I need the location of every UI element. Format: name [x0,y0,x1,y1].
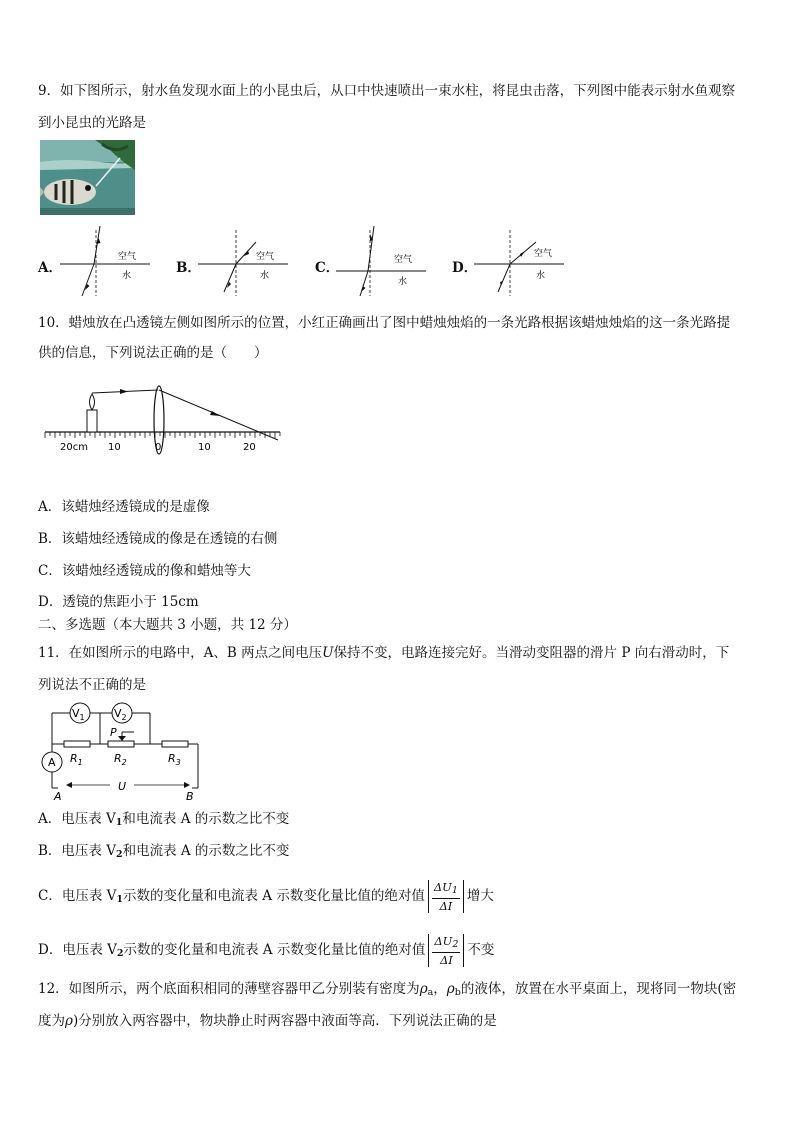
r3-label: $R_3$ [168,752,181,767]
ammeter-label: A [48,756,56,769]
q9-option-c-label[interactable]: C． [315,260,340,276]
ruler-label-20cm-left: 20cm [60,442,88,453]
q11-circuit-diagram [38,700,208,802]
node-a-label: A [54,790,62,802]
q9a-air-label: 空气 [118,252,137,262]
slider-p-label: P [110,726,117,739]
ruler-label-20-right: 20 [243,442,256,453]
q11-stem-line1: 11．在如图所示的电路中，A、B 两点之间电压U保持不变，电路连接完好。当滑动变阻器的滑片 P 向右滑动时，下 [38,645,730,661]
q11-option-c[interactable]: C．电压表 $V_1$示数的变化量和电流表 A 示数变化量比值的绝对值 $\frac{\Delta U_1}{\Delta I}$ 增大 [38,880,494,913]
q10-stem-line1: 10．蜡烛放在凸透镜左侧如图所示的位置，小红正确画出了图中蜡烛烛焰的一条光路根据该蜡烛烛焰的这一条光路提 [38,315,731,331]
q9-option-b-label[interactable]: B． [176,260,201,276]
section-heading-multiple-choice: 二、多选题（本大题共 3 小题，共 12 分） [38,617,297,633]
q9-option-b-diagram [198,226,288,298]
q9-stem-line1: 9．如下图所示，射水鱼发现水面上的小昆虫后，从口中快速喷出一束水柱，将昆虫击落，下列图中能表示射水鱼观察 [38,83,736,99]
q11-stem-line2: 列说法不正确的是 [38,677,146,693]
q9d-water-label: 水 [536,271,546,281]
q12-stem-line1: 12．如图所示，两个底面积相同的薄壁容器甲乙分别装有密度为$\rho_a$，$\rho_b$的液体，放置在水平桌面上，现将同一物块(密 [38,981,737,998]
lens-ruler-diagram [40,380,290,460]
q9b-air-label: 空气 [256,252,275,262]
q10-option-a[interactable]: A．该蜡烛经透镜成的是虚像 [38,499,210,515]
q11-d-fraction: $\frac{\Delta U_2}{\Delta I}$ [428,934,464,967]
q9c-air-label: 空气 [394,255,413,265]
q9-option-d-label[interactable]: D． [452,260,478,276]
voltmeter-v2-label: $V_2$ [114,707,127,722]
q11-option-d[interactable]: D．电压表 $V_2$示数的变化量和电流表 A 示数变化量比值的绝对值 $\frac{\Delta U_2}{\Delta I}$ 不变 [38,934,495,967]
q10-option-c[interactable]: C．该蜡烛经透镜成的像和蜡烛等大 [38,563,251,579]
q9-stem-line2: 到小昆虫的光路是 [38,115,146,131]
q9-option-c-diagram [336,226,426,298]
q9-option-d-diagram [474,226,564,298]
archerfish-photo [40,140,135,215]
q9d-air-label: 空气 [534,249,553,259]
ruler-label-0: 0 [155,442,162,453]
voltage-u-label: U [118,780,127,793]
voltmeter-v1-label: $V_1$ [72,707,85,722]
r2-label: $R_2$ [114,752,127,767]
q9-option-a-diagram [60,226,150,298]
q11-option-a[interactable]: A．电压表 $V_1$和电流表 A 的示数之比不变 [38,811,290,828]
r1-label: $R_1$ [70,752,83,767]
q10-option-b[interactable]: B．该蜡烛经透镜成的像是在透镜的右侧 [38,531,278,547]
q9-option-a-label[interactable]: A． [38,260,62,276]
q11-option-b[interactable]: B．电压表 $V_2$和电流表 A 的示数之比不变 [38,843,290,860]
q9a-water-label: 水 [122,271,132,281]
ruler-label-10-right: 10 [198,442,211,453]
q9b-water-label: 水 [260,271,270,281]
q12-stem-line2: 度为ρ)分别放入两容器中，物块静止时两容器中液面等高．下列说法正确的是 [38,1013,497,1029]
q10-stem-line2: 供的信息，下列说法正确的是（ ） [38,345,268,361]
q11-c-fraction: $\frac{\Delta U_1}{\Delta I}$ [428,880,464,913]
node-b-label: B [186,790,194,802]
q9c-water-label: 水 [398,277,408,287]
q10-option-d[interactable]: D．透镜的焦距小于 15cm [38,594,199,610]
ruler-label-10-left: 10 [108,442,121,453]
